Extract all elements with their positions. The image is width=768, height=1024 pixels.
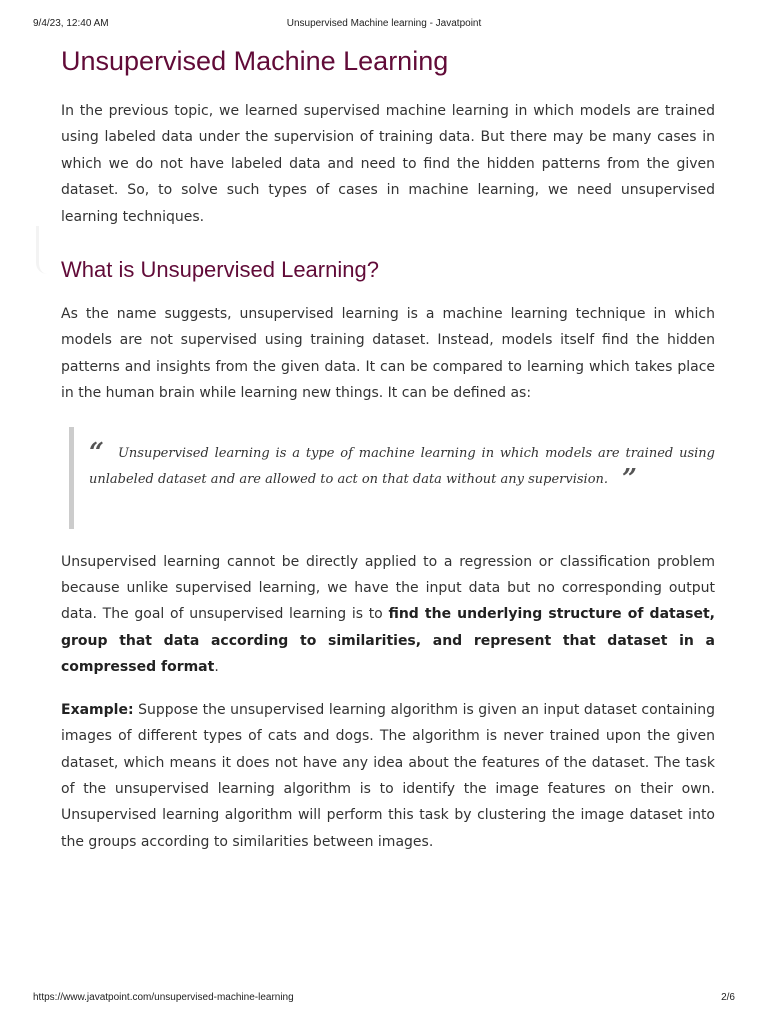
example-label: Example: [61, 701, 134, 718]
definition-intro-paragraph: As the name suggests, unsupervised learning is a machine learning technique in which models are not supervised using training dataset. Instead, models itself find the hidden patterns and insights from the given data. It can be compared to learning which takes place in the human brain while learning new things. It can be defined as: [61, 306, 715, 402]
page-edge-mark [36, 226, 47, 274]
section-heading: What is Unsupervised Learning? [61, 257, 379, 283]
open-quote-icon: “ [89, 437, 104, 468]
definition-blockquote [69, 427, 715, 529]
page-title: Unsupervised Machine Learning [61, 46, 449, 76]
goal-bold-text: find the underlying structure of dataset, group that data according to similarities, and represent that dataset in a compressed format [61, 606, 715, 676]
print-datetime: 9/4/23, 12:40 AM [33, 18, 109, 29]
print-doc-title: Unsupervised Machine learning - Javatpoint [286, 18, 482, 29]
close-quote-icon: ” [622, 464, 638, 495]
intro-paragraph: In the previous topic, we learned supervised machine learning in which models are trained using labeled data under the supervision of training data. But there may be many cases in which we do not have labeled data and need to find the hidden patterns from the given dataset. So, to solve such types of cases in machine learning, we need unsupervised learning techniques. [61, 103, 715, 225]
goal-lead-text: Unsupervised learning cannot be directly applied to a regression or classification problem because unlike supervised learning, we have the input data but no corresponding output data. The goal of unsupervised learning is to [61, 553, 715, 623]
goal-tail-text: . [214, 659, 219, 676]
example-text: Suppose the unsupervised learning algorithm is given an input dataset containing images of different types of cats and dogs. The algorithm is never trained upon the given dataset, which means it does not have any idea about the features of the dataset. The task of the unsupervised learning algorithm is to identify the image features on their own. Unsupervised learning algorithm will perform this task by clustering the image dataset into the groups according to similarities between images. [61, 701, 715, 850]
example-paragraph [61, 697, 715, 855]
blockquote-text-block [89, 437, 715, 495]
page-url: https://www.javatpoint.com/unsupervised-machine-learning [33, 992, 294, 1003]
article [61, 42, 715, 855]
page-number: 2/6 [721, 992, 735, 1003]
print-footer [0, 992, 768, 1006]
goal-paragraph [61, 549, 715, 681]
blockquote-text: Unsupervised learning is a type of machine learning in which models are trained using unlabeled dataset and are allowed to act on that data without any supervision. [89, 445, 715, 488]
print-header [0, 18, 768, 32]
